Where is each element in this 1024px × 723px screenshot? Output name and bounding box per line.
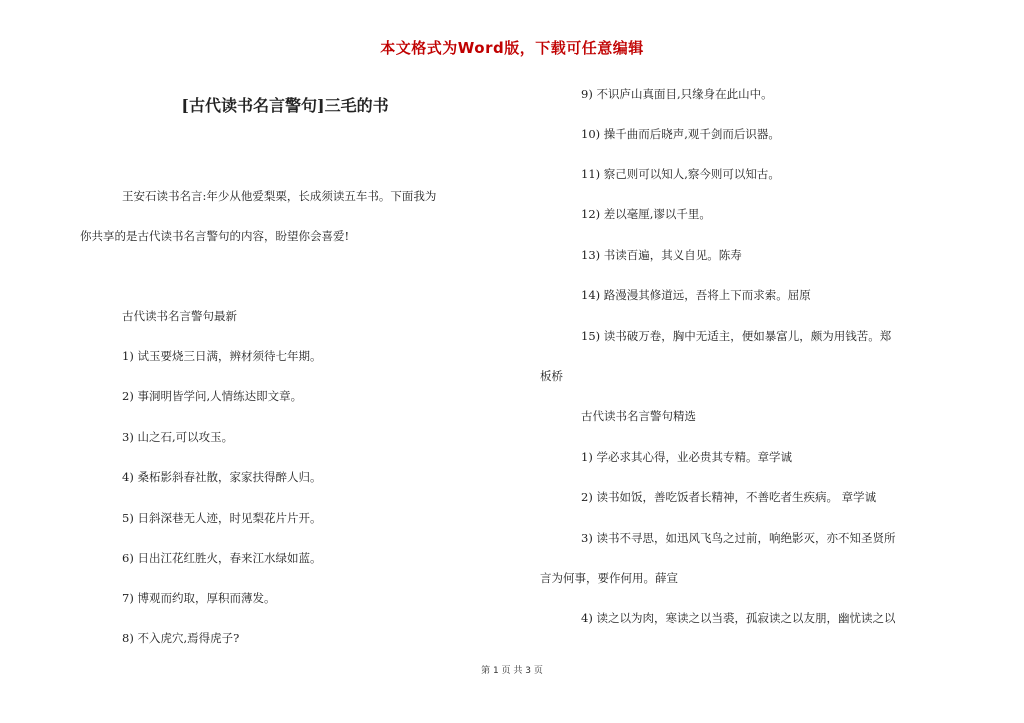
quote-line: 6) 日出江花红胜火，春来江水绿如蓝。 (122, 551, 322, 565)
quote-line: 7) 博观而约取，厚积而薄发。 (122, 591, 276, 605)
page-indicator: 第 1 页 共 3 页 (481, 666, 543, 676)
quote-line: 3) 读书不寻思，如迅风飞鸟之过前，响绝影灭，亦不知圣贤所 (581, 531, 896, 545)
quote-line: 14) 路漫漫其修道远，吾将上下而求索。屈原 (581, 288, 811, 302)
quote-line: 15) 读书破万卷，胸中无适主，便如暴富儿，颇为用钱苦。郑 (581, 329, 892, 343)
quote-line: 3) 山之石,可以攻玉。 (122, 430, 234, 444)
quote-line: 12) 差以毫厘,谬以千里。 (581, 207, 711, 221)
quote-line: 4) 读之以为肉，寒读之以当裘，孤寂读之以友朋，幽忧读之以 (581, 611, 896, 625)
quote-line-continuation: 板桥 (540, 369, 563, 383)
quote-line: 13) 书读百遍，其义自见。陈寿 (581, 248, 742, 262)
quote-line: 11) 察己则可以知人,察今则可以知古。 (581, 167, 780, 181)
quote-line: 4) 桑柘影斜春社散，家家扶得醉人归。 (122, 470, 322, 484)
quote-line-continuation: 言为何事，要作何用。薛宣 (540, 571, 678, 585)
quote-line: 9) 不识庐山真面目,只缘身在此山中。 (581, 87, 773, 101)
quote-line: 2) 事洞明皆学问,人情练达即文章。 (122, 389, 303, 403)
quote-line: 8) 不入虎穴,焉得虎子? (122, 631, 240, 645)
section-heading-latest: 古代读书名言警句最新 (122, 309, 237, 323)
quote-line: 5) 日斜深巷无人迹，时见梨花片片开。 (122, 511, 322, 525)
document-banner: 本文格式为Word版，下载可任意编辑 (380, 39, 644, 57)
quote-line: 2) 读书如饭，善吃饭者长精神，不善吃者生疾病。 章学诚 (581, 490, 877, 504)
intro-line-2: 你共享的是古代读书名言警句的内容，盼望你会喜爱! (80, 229, 350, 243)
document-title: [古代读书名言警句]三毛的书 (181, 96, 389, 115)
quote-line: 1) 试玉要烧三日满，辨材须待七年期。 (122, 349, 322, 363)
intro-line-1: 王安石读书名言:年少从他爱梨栗，长成须读五车书。下面我为 (122, 189, 437, 203)
quote-line: 10) 操千曲而后晓声,观千剑而后识器。 (581, 127, 780, 141)
quote-line: 1) 学必求其心得，业必贵其专精。章学诚 (581, 450, 792, 464)
section-heading-selected: 古代读书名言警句精选 (581, 409, 696, 423)
